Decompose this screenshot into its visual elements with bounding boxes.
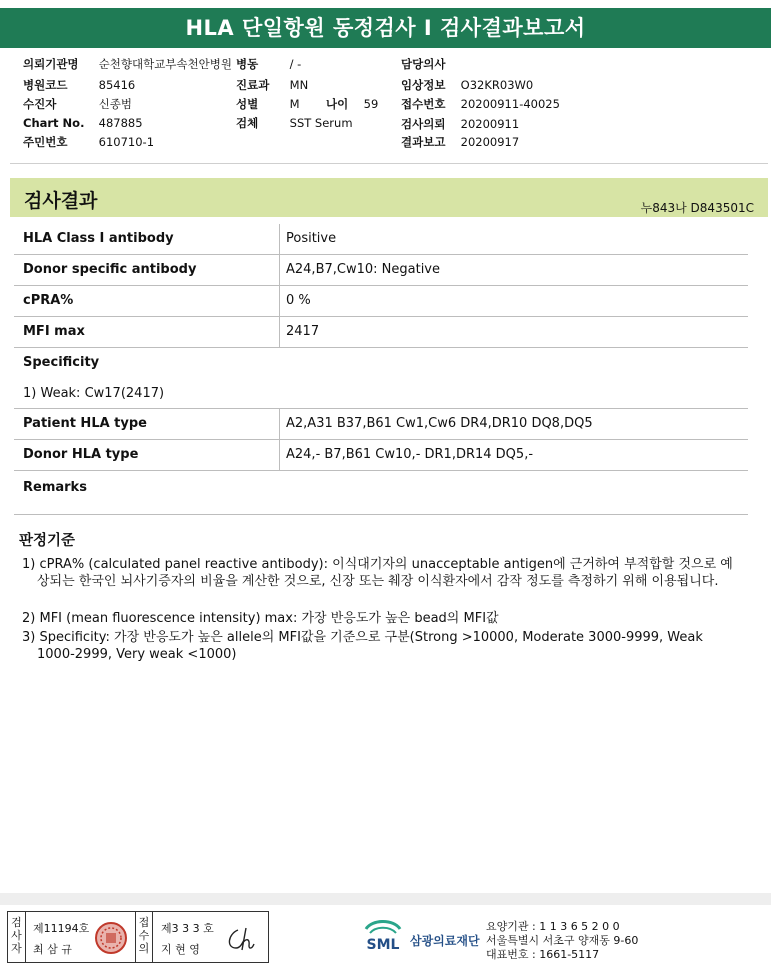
header-field — [401, 56, 461, 72]
org-code: 요양기관 : 1 1 3 6 5 2 0 0 — [486, 920, 620, 933]
result-key: Remarks — [23, 480, 87, 495]
result-value: 0 % — [286, 293, 311, 308]
header-field-age — [326, 96, 378, 112]
header-value: O32KR03W0 — [460, 78, 534, 92]
header-key: 접수번호 — [401, 97, 446, 111]
header-key: 의뢰기관명 — [23, 57, 79, 71]
header-field — [23, 134, 154, 150]
handwritten-signature-icon — [224, 924, 262, 954]
header-field — [236, 56, 301, 72]
header-field — [236, 77, 308, 93]
column-divider — [279, 286, 280, 316]
result-value: 2417 — [286, 324, 320, 339]
header-key: 결과보고 — [401, 135, 446, 149]
signature-box — [7, 911, 269, 963]
result-section-bar — [10, 178, 768, 217]
org-phone: 대표번호 : 1661-5117 — [486, 948, 600, 961]
report-title: HLA 단일항원 동정검사 I 검사결과보고서 — [0, 8, 771, 48]
column-divider — [279, 255, 280, 285]
criteria-item — [22, 556, 744, 590]
header-key: 담당의사 — [401, 57, 446, 71]
criteria-title: 판정기준 — [19, 533, 76, 549]
table-row-remarks — [14, 471, 748, 515]
table-row-specificity — [14, 348, 748, 409]
stamp-seal-icon — [94, 921, 128, 955]
header-field — [236, 115, 353, 131]
header-field — [401, 96, 560, 112]
column-divider — [279, 317, 280, 347]
header-value: M — [289, 97, 300, 111]
header-value: / - — [289, 57, 302, 71]
sml-logo-icon — [362, 917, 404, 955]
header-value: 59 — [363, 97, 379, 111]
table-row — [14, 224, 748, 255]
header-field — [236, 96, 300, 112]
header-value: 20200911 — [460, 117, 520, 131]
criteria-item — [22, 610, 744, 627]
section-code: 누843나 D843501C — [640, 201, 754, 215]
examiner-name: 최 삼 규 — [33, 943, 72, 956]
header-key: 주민번호 — [23, 135, 68, 149]
header-field — [23, 56, 232, 72]
result-value: Positive — [286, 231, 337, 246]
footer-band — [0, 893, 771, 905]
header-key: 병원코드 — [23, 78, 68, 92]
header-key: 수진자 — [23, 97, 57, 111]
header-value: MN — [289, 78, 309, 92]
header-key: 성별 — [236, 97, 259, 111]
header-field — [23, 96, 132, 112]
header-key: 진료과 — [236, 78, 270, 92]
result-key: Specificity — [23, 355, 100, 370]
table-row — [14, 286, 748, 317]
table-row — [14, 440, 748, 471]
header-field — [401, 134, 519, 150]
divider — [10, 163, 768, 164]
table-row — [14, 255, 748, 286]
column-divider — [279, 440, 280, 470]
result-value: A24,B7,Cw10: Negative — [286, 262, 440, 277]
header-value: 610710-1 — [98, 135, 155, 149]
header-field — [401, 77, 533, 93]
header-field — [401, 116, 519, 132]
column-divider — [279, 224, 280, 254]
section-title: 검사결과 — [24, 190, 98, 212]
examiner-license-no: 제11194호 — [33, 922, 90, 935]
header-value: 85416 — [98, 78, 136, 92]
svg-text:SML: SML — [366, 937, 400, 953]
header-key: 나이 — [326, 97, 349, 111]
receiver-license-no: 제3 3 3 호 — [161, 922, 214, 935]
org-name: 삼광의료재단 — [410, 934, 480, 948]
header-key: 검체 — [236, 116, 259, 130]
header-value: 신종범 — [98, 97, 132, 111]
header-value: SST Serum — [289, 116, 353, 130]
criteria-text: 3) Specificity: 가장 반응도가 높은 allele의 MFI값을 기준으로 구분(Strong >10000, Moderate 3000-9999, Weak 1000-2999, Very weak <1000) — [22, 630, 703, 662]
receiver-name: 지 현 영 — [161, 943, 200, 956]
header-value: 20200917 — [460, 135, 520, 149]
criteria-item — [22, 629, 744, 663]
result-key: Donor HLA type — [23, 447, 139, 462]
specificity-detail: 1) Weak: Cw17(2417) — [23, 386, 165, 401]
result-key: cPRA% — [23, 293, 74, 308]
header-key: 병동 — [236, 57, 259, 71]
header-field — [23, 116, 143, 130]
result-value: A2,A31 B37,B61 Cw1,Cw6 DR4,DR10 DQ8,DQ5 — [286, 416, 593, 431]
header-key: Chart No. — [23, 116, 85, 130]
result-key: Donor specific antibody — [23, 262, 197, 277]
criteria-text: 1) cPRA% (calculated panel reactive antibody): 이식대기자의 unacceptable antigen에 근거하여 부적합할 것으로 예상되는 한국인 뇌사기증자의 비율을 계산한 것으로, 신장 또는 췌장 이식환자에서 감작 정도를 측정하기 위해 이용됩니다. — [22, 557, 733, 589]
result-value: A24,- B7,B61 Cw10,- DR1,DR14 DQ5,- — [286, 447, 534, 462]
header-value: 487885 — [98, 116, 143, 130]
column-divider — [279, 409, 280, 439]
header-key: 검사의뢰 — [401, 117, 446, 131]
signature-label-examiner: 검사자 — [8, 912, 26, 962]
signature-label-receiver: 접수의 — [135, 912, 153, 962]
result-key: Patient HLA type — [23, 416, 147, 431]
org-address: 서울특별시 서초구 양재동 9-60 — [486, 934, 639, 947]
result-key: MFI max — [23, 324, 85, 339]
result-key: HLA Class I antibody — [23, 231, 174, 246]
table-row — [14, 409, 748, 440]
header-value: 20200911-40025 — [460, 97, 560, 111]
header-value: 순천향대학교부속천안병원 — [98, 57, 232, 71]
header-field — [23, 77, 135, 93]
header-key: 임상정보 — [401, 78, 446, 92]
criteria-text: 2) MFI (mean fluorescence intensity) max: 가장 반응도가 높은 bead의 MFI값 — [22, 611, 499, 626]
table-row — [14, 317, 748, 348]
